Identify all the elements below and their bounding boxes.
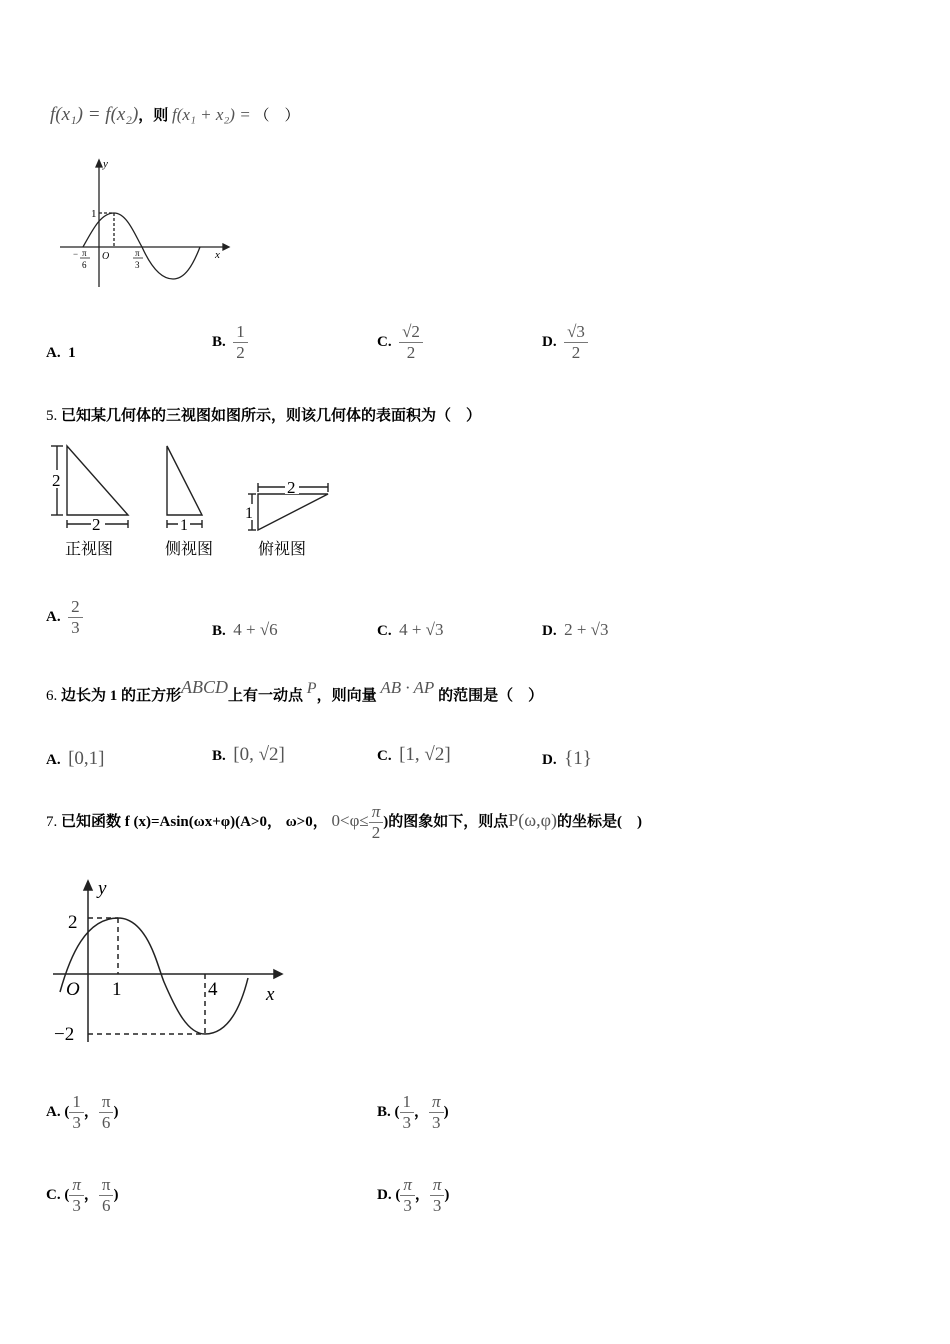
function-definition: f (x)=Asin(ωx+φ)(A>0， ω>0， — [124, 813, 328, 830]
q4-y-axis-label: y — [103, 158, 108, 170]
numerator: √3 — [564, 322, 588, 343]
point-expression: P(ω,φ) — [508, 809, 557, 830]
q4-option-b[interactable] — [212, 322, 248, 363]
option-letter: A. — [46, 1103, 61, 1120]
q4-expression: f(x₁ + x₂) = — [172, 105, 251, 124]
q5-option-a[interactable] — [46, 597, 83, 638]
denominator: 3 — [72, 1196, 81, 1215]
question-text: 上有一动点 — [228, 688, 304, 704]
option-letter: C. — [377, 623, 392, 639]
q4-origin: O — [102, 251, 110, 262]
front-view-caption: 正视图 — [65, 541, 114, 558]
q7-origin: O — [66, 979, 80, 1000]
top-view-height: 1 — [245, 505, 253, 522]
q7-option-c[interactable]: C. ( $\frac{\pi}{3}$ ， $\frac{\pi}{6}$ ) — [46, 1175, 119, 1215]
option-letter: C. — [46, 1186, 61, 1203]
q7-stem — [46, 802, 642, 843]
option-letter: B. — [212, 748, 226, 764]
numerator: 1 — [400, 1092, 415, 1113]
side-view-width: 1 — [180, 517, 188, 534]
option-fraction — [233, 322, 248, 363]
option-letter: B. — [212, 333, 226, 350]
question-text: 的坐标是( ) — [557, 813, 642, 830]
option-fraction — [68, 597, 83, 638]
q5-option-d[interactable] — [542, 620, 609, 640]
denominator: 3 — [432, 1113, 441, 1132]
phi-fraction — [430, 1175, 445, 1216]
numerator: √2 — [399, 322, 423, 343]
option-value: 4 + √3 — [399, 620, 444, 639]
question-text: )的图象如下，则点 — [383, 813, 509, 830]
option-letter: C. — [377, 333, 392, 350]
question-number: 7. — [46, 813, 58, 830]
q5-three-views — [45, 440, 345, 565]
q6-option-d[interactable] — [542, 748, 592, 770]
q7-x-tick-4: 4 — [208, 979, 218, 1000]
denominator: 3 — [403, 1196, 412, 1215]
option-letter: D. — [377, 1186, 392, 1203]
numerator: 1 — [69, 1092, 84, 1113]
side-view-caption: 侧视图 — [165, 541, 214, 558]
q4-x-tick-left-den: 6 — [82, 260, 87, 270]
denominator: 3 — [72, 1113, 81, 1132]
phi-fraction — [429, 1092, 444, 1133]
q4-then: ，则 — [138, 108, 169, 124]
q4-x-tick-left-num: π — [82, 248, 87, 258]
front-view-width: 2 — [92, 515, 101, 534]
numerator: 2 — [68, 597, 83, 618]
q4-stem — [50, 104, 299, 126]
option-letter: B. — [377, 1103, 391, 1120]
q4-option-c[interactable] — [377, 322, 423, 363]
question-text: 的范围是（ ） — [438, 688, 544, 704]
square-name: ABCD — [181, 677, 229, 697]
numerator: π — [430, 1175, 445, 1196]
numerator: π — [369, 802, 384, 823]
option-value: {1} — [564, 748, 592, 769]
q7-y-axis-label: y — [98, 878, 107, 899]
top-view-width: 2 — [287, 478, 296, 497]
q4-x-axis-label: x — [215, 249, 220, 261]
option-letter: D. — [542, 623, 557, 639]
option-value: 2 + √3 — [564, 620, 609, 639]
option-value: 1 — [68, 345, 76, 361]
denominator: 2 — [371, 823, 381, 842]
q4-option-a[interactable] — [46, 345, 76, 362]
q5-option-b[interactable] — [212, 620, 278, 640]
q7-x-tick-1: 1 — [112, 979, 122, 1000]
denominator: 3 — [432, 1196, 442, 1215]
phi-fraction — [99, 1175, 114, 1216]
q7-y-max: 2 — [68, 912, 78, 933]
top-view-caption: 俯视图 — [258, 541, 307, 558]
q7-option-d[interactable]: D. ( $\frac{\pi}{3}$ ， $\frac{\pi}{3}$ ) — [377, 1175, 450, 1215]
question-text: 已知某几何体的三视图如图所示，则该几何体的表面积为（ ） — [61, 408, 482, 424]
question-text: 已知函数 — [61, 813, 122, 830]
phi-fraction — [99, 1092, 114, 1133]
denominator: 2 — [571, 343, 581, 362]
question-text: 边长为 1 的正方形 — [61, 688, 182, 704]
numerator: π — [99, 1092, 114, 1113]
q4-blank: （ ） — [254, 108, 300, 124]
q4-x-tick-right-den: 3 — [135, 260, 140, 270]
option-letter: A. — [46, 345, 61, 361]
question-number: 6. — [46, 688, 58, 704]
q7-option-a[interactable]: A. ( $\frac{1}{3}$ ， $\frac{\pi}{6}$ ) — [46, 1092, 119, 1132]
point-name: P — [306, 680, 317, 697]
option-value: [0, √2] — [233, 744, 285, 765]
numerator: π — [69, 1175, 84, 1196]
option-value: [1, √2] — [399, 744, 451, 765]
numerator: π — [429, 1092, 444, 1113]
denominator: 3 — [71, 618, 80, 637]
denominator: 6 — [101, 1196, 111, 1215]
q6-option-a[interactable] — [46, 748, 105, 770]
phi-bound-fraction — [369, 802, 384, 843]
omega-fraction — [400, 1092, 415, 1133]
vector-product: AB · AP — [380, 678, 435, 697]
option-letter: A. — [46, 608, 61, 625]
option-letter: D. — [542, 752, 557, 768]
q7-x-axis-label: x — [266, 984, 275, 1005]
question-text: ，则向量 — [316, 688, 377, 704]
q4-x-tick-left-sign: − — [73, 249, 79, 259]
option-fraction — [399, 322, 423, 363]
q6-stem — [46, 677, 544, 705]
option-letter: A. — [46, 752, 61, 768]
denominator: 3 — [402, 1113, 412, 1132]
q7-y-min: −2 — [54, 1024, 75, 1045]
denominator: 6 — [101, 1113, 111, 1132]
q7-option-b[interactable]: B. ( $\frac{1}{3}$ ， $\frac{\pi}{3}$ ) — [377, 1092, 449, 1132]
option-letter: D. — [542, 333, 557, 350]
option-value: [0,1] — [68, 748, 105, 769]
numerator: 1 — [233, 322, 248, 343]
q4-y-tick: 1 — [91, 208, 97, 220]
numerator: π — [99, 1175, 114, 1196]
q5-option-c[interactable] — [377, 620, 444, 640]
phi-condition: 0<φ≤ — [331, 810, 369, 830]
option-letter: B. — [212, 623, 226, 639]
q7-sine-graph — [48, 878, 288, 1048]
q4-sine-graph — [55, 155, 235, 290]
omega-fraction — [400, 1175, 415, 1216]
omega-fraction — [69, 1092, 84, 1133]
q4-condition: f(x₁) = f(x₂) — [50, 104, 139, 125]
numerator: π — [400, 1175, 415, 1196]
option-letter: C. — [377, 748, 392, 764]
question-number: 5. — [46, 408, 58, 424]
front-view-height: 2 — [52, 471, 61, 490]
option-fraction — [564, 322, 588, 363]
omega-fraction — [69, 1175, 84, 1216]
q4-x-tick-right-num: π — [135, 248, 140, 258]
denominator: 2 — [406, 343, 416, 362]
option-value: 4 + √6 — [233, 620, 278, 639]
q4-option-d[interactable] — [542, 322, 588, 363]
q5-stem — [46, 404, 481, 425]
q6-option-b[interactable] — [212, 744, 285, 766]
q6-option-c[interactable] — [377, 744, 451, 766]
denominator: 2 — [236, 343, 245, 362]
